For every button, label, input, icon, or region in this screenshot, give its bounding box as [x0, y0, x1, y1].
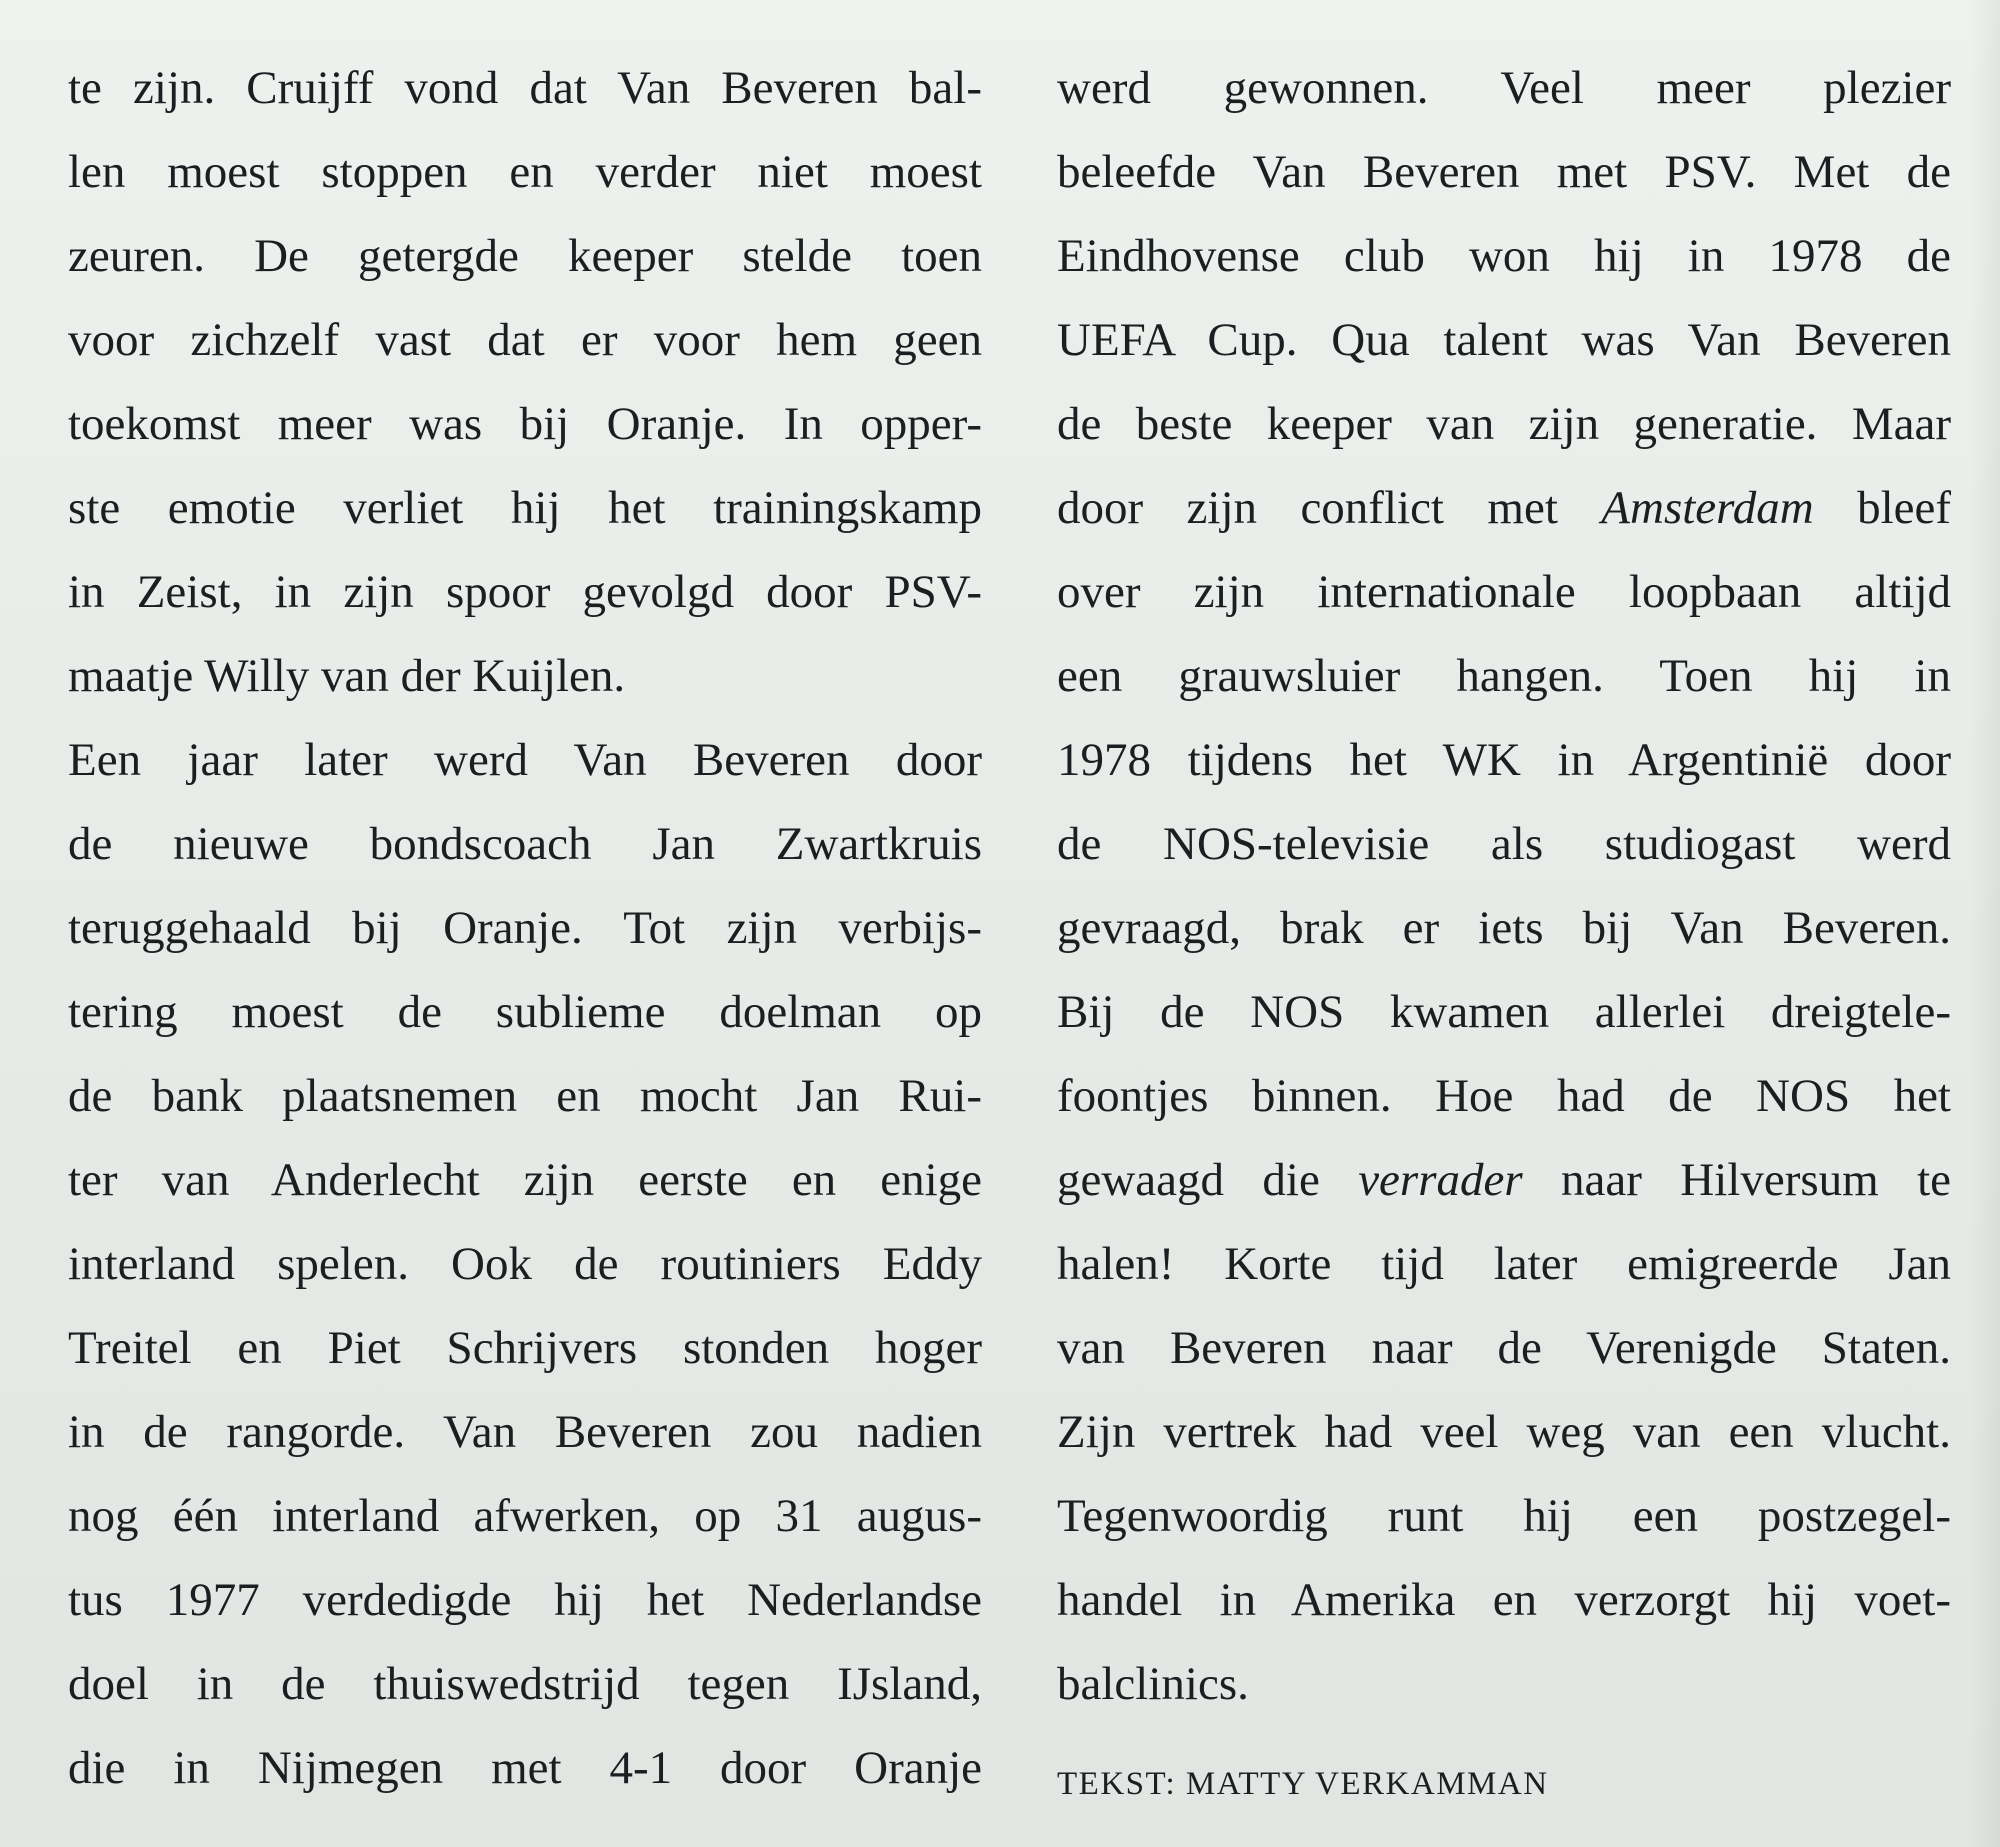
left-column-line-21: die in Nijmegen met 4-1 door Oranje: [68, 1742, 982, 1794]
right-column-line-17: Zijn vertrek had veel weg van een vlucht.: [1057, 1406, 1951, 1458]
left-column-line-6: ste emotie verliet hij het trainingskamp: [68, 482, 982, 534]
right-column-line-18: Tegenwoordig runt hij een postzegel-: [1057, 1490, 1951, 1542]
left-column-line-14: ter van Anderlecht zijn eerste en enige: [68, 1154, 982, 1206]
right-column-line-2: beleefde Van Beveren met PSV. Met de: [1057, 146, 1951, 198]
right-column-line-19: handel in Amerika en verzorgt hij voet-: [1057, 1574, 1951, 1626]
right-column-line-11: gevraagd, brak er iets bij Van Beveren.: [1057, 902, 1951, 954]
left-column-line-4: voor zichzelf vast dat er voor hem geen: [68, 314, 982, 366]
italic-word: verrader: [1358, 1154, 1523, 1206]
left-column-line-19: tus 1977 verdedigde hij het Nederlandse: [68, 1574, 982, 1626]
left-column-line-5: toekomst meer was bij Oranje. In opper-: [68, 398, 982, 450]
left-column-line-13: de bank plaatsnemen en mocht Jan Rui-: [68, 1070, 982, 1122]
right-column-line-10: de NOS-televisie als studiogast werd: [1057, 818, 1951, 870]
left-column-line-11: teruggehaald bij Oranje. Tot zijn verbijs-: [68, 902, 982, 954]
left-column-line-10: de nieuwe bondscoach Jan Zwartkruis: [68, 818, 982, 870]
author-byline: TEKST: MATTY VERKAMMAN: [1057, 1766, 1549, 1802]
right-column-line-12: Bij de NOS kwamen allerlei dreigtele-: [1057, 986, 1951, 1038]
right-column-line-4: UEFA Cup. Qua talent was Van Beveren: [1057, 314, 1951, 366]
right-column-line-3: Eindhovense club won hij in 1978 de: [1057, 230, 1951, 282]
left-column-line-17: in de rangorde. Van Beveren zou nadien: [68, 1406, 982, 1458]
right-column-line-20: balclinics.: [1057, 1658, 1249, 1710]
right-column-line-1: werd gewonnen. Veel meer plezier: [1057, 62, 1951, 114]
left-column-line-1: te zijn. Cruijff vond dat Van Beveren bal-: [68, 62, 982, 114]
left-column-line-8: maatje Willy van der Kuijlen.: [68, 650, 626, 702]
right-text-column: [1057, 46, 1951, 1826]
left-column-line-16: Treitel en Piet Schrijvers stonden hoger: [68, 1322, 982, 1374]
left-column-line-15: interland spelen. Ook de routiniers Eddy: [68, 1238, 982, 1290]
right-column-line-15: halen! Korte tijd later emigreerde Jan: [1057, 1238, 1951, 1290]
right-column-line-13: foontjes binnen. Hoe had de NOS het: [1057, 1070, 1951, 1122]
right-column-line-14: gewaagd die verrader naar Hilversum te: [1057, 1154, 1951, 1206]
right-column-line-8: een grauwsluier hangen. Toen hij in: [1057, 650, 1951, 702]
left-column-line-18: nog één interland afwerken, op 31 augus-: [68, 1490, 982, 1542]
left-text-column: [68, 46, 982, 1810]
left-column-line-3: zeuren. De getergde keeper stelde toen: [68, 230, 982, 282]
left-column-line-2: len moest stoppen en verder niet moest: [68, 146, 982, 198]
right-column-line-6: door zijn conflict met Amsterdam bleef: [1057, 482, 1951, 534]
right-column-line-9: 1978 tijdens het WK in Argentinië door: [1057, 734, 1951, 786]
left-column-line-20: doel in de thuiswedstrijd tegen IJsland,: [68, 1658, 982, 1710]
right-column-line-7: over zijn internationale loopbaan altijd: [1057, 566, 1951, 618]
right-column-line-16: van Beveren naar de Verenigde Staten.: [1057, 1322, 1951, 1374]
left-column-line-9: Een jaar later werd Van Beveren door: [68, 734, 982, 786]
left-column-line-7: in Zeist, in zijn spoor gevolgd door PSV-: [68, 566, 982, 618]
italic-word: Amsterdam: [1601, 482, 1814, 534]
left-column-line-12: tering moest de sublieme doelman op: [68, 986, 982, 1038]
right-column-line-5: de beste keeper van zijn generatie. Maar: [1057, 398, 1951, 450]
